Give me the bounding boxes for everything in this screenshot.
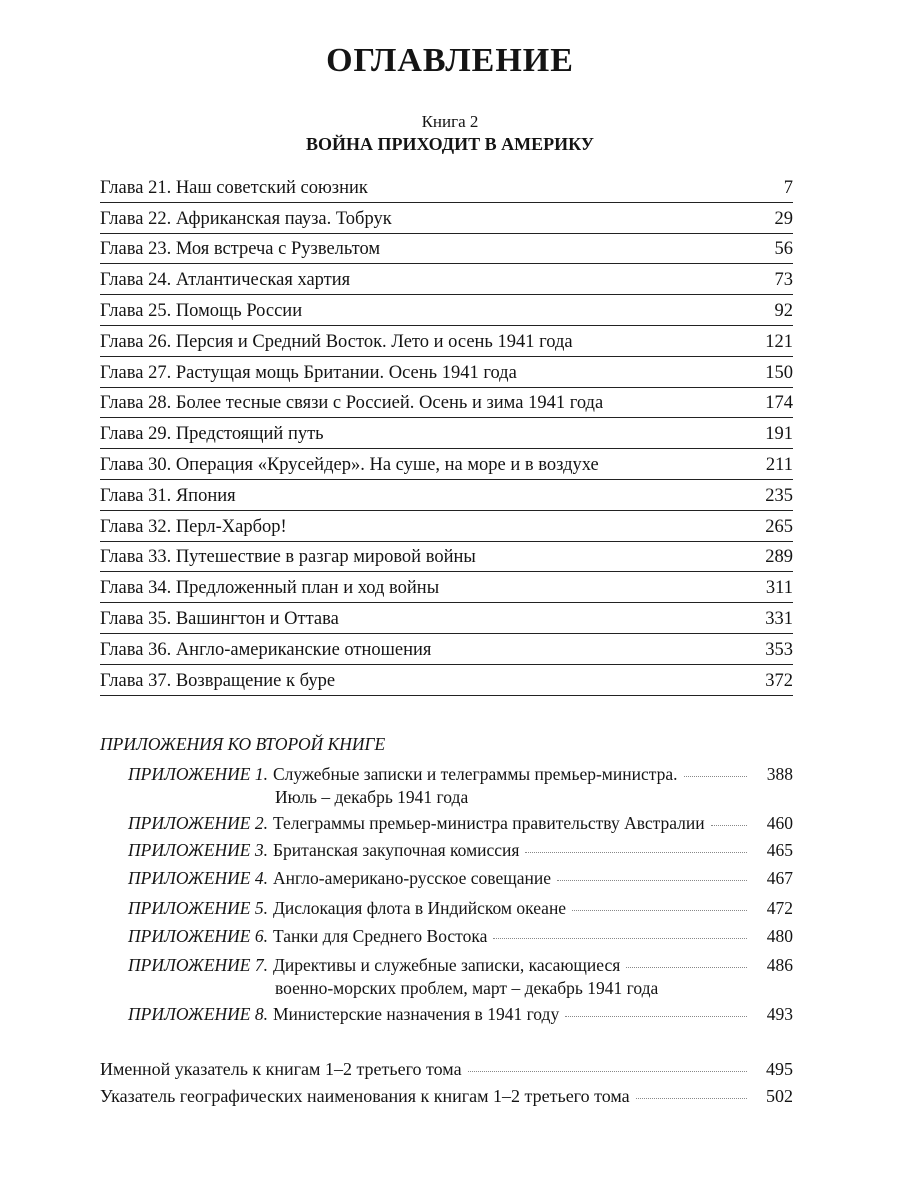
chapter-title: Глава 25. Помощь России [100, 300, 303, 321]
chapter-title: Глава 32. Перл-Харбор! [100, 516, 287, 537]
appendix-label: ПРИЛОЖЕНИЕ 8. [128, 1004, 268, 1024]
chapter-row[interactable] [100, 264, 793, 295]
appendix-title: Англо-американо-русское совещание [272, 868, 551, 888]
chapter-page: 211 [765, 454, 793, 475]
chapter-title: Глава 35. Вашингтон и Оттава [100, 608, 339, 629]
appendix-title: Британская закупочная комиссия [272, 840, 520, 860]
chapter-row[interactable] [100, 357, 793, 388]
chapter-row[interactable] [100, 665, 793, 696]
chapter-row[interactable] [100, 572, 793, 603]
chapter-page: 372 [765, 670, 793, 691]
chapter-row[interactable] [100, 480, 793, 511]
appendix-label: ПРИЛОЖЕНИЕ 5. [128, 898, 268, 918]
appendix-entry[interactable] [128, 955, 793, 999]
chapter-page: 121 [765, 331, 793, 352]
appendix-entry[interactable] [128, 813, 793, 834]
dot-leader [525, 852, 747, 853]
appendix-title: Министерские назначения в 1941 году [272, 1004, 560, 1024]
appendix-page: 486 [766, 955, 793, 975]
appendix-entry[interactable] [128, 1004, 793, 1025]
dot-leader [636, 1098, 747, 1099]
dot-leader [468, 1071, 747, 1072]
chapter-page: 7 [783, 177, 793, 198]
chapter-row[interactable] [100, 234, 793, 265]
appendix-title: Танки для Среднего Востока [272, 926, 488, 946]
appendix-page: 465 [766, 840, 793, 860]
chapter-title: Глава 24. Атлантическая хартия [100, 270, 351, 291]
appendix-title: Служебные записки и телеграммы премьер-министра. [272, 764, 678, 784]
appendix-label: ПРИЛОЖЕНИЕ 6. [128, 926, 268, 946]
appendix-title: Дислокация флота в Индийском океане [272, 898, 567, 918]
chapter-row[interactable] [100, 418, 793, 449]
chapter-row[interactable] [100, 634, 793, 665]
appendix-title-continuation: Июль – декабрь 1941 года [275, 787, 469, 807]
chapter-page: 174 [765, 393, 793, 414]
chapter-row[interactable] [100, 203, 793, 234]
chapter-page: 73 [774, 270, 793, 291]
index-entry[interactable] [100, 1059, 793, 1080]
appendix-entry[interactable] [128, 764, 793, 808]
chapter-title: Глава 34. Предложенный план и ход войны [100, 578, 440, 599]
chapter-row[interactable] [100, 388, 793, 419]
appendices-heading: ПРИЛОЖЕНИЯ КО ВТОРОЙ КНИГЕ [100, 734, 386, 754]
appendix-label: ПРИЛОЖЕНИЕ 7. [128, 955, 268, 975]
page-title: ОГЛАВЛЕНИЕ [326, 42, 574, 79]
dot-leader [493, 938, 747, 939]
index-page: 495 [766, 1059, 793, 1079]
appendix-entry[interactable] [128, 898, 793, 919]
appendix-title: Директивы и служебные записки, касающиеся [272, 955, 621, 975]
chapter-row[interactable] [100, 511, 793, 542]
chapter-page: 265 [765, 516, 793, 537]
chapter-title: Глава 27. Растущая мощь Британии. Осень 1941 года [100, 362, 517, 383]
chapter-title: Глава 30. Операция «Крусейдер». На суше, на море и в воздухе [100, 454, 599, 475]
chapter-page: 56 [774, 239, 793, 260]
chapter-title: Глава 23. Моя встреча с Рузвельтом [100, 239, 381, 260]
chapter-title: Глава 37. Возвращение к буре [100, 670, 336, 691]
chapter-row[interactable] [100, 172, 793, 203]
appendix-page: 388 [766, 764, 793, 784]
chapter-title: Глава 28. Более тесные связи с Россией. Осень и зима 1941 года [100, 393, 604, 414]
index-title: Указатель географических наименования к книгам 1–2 третьего тома [100, 1086, 630, 1106]
index-title: Именной указатель к книгам 1–2 третьего тома [100, 1059, 462, 1079]
dot-leader [626, 967, 747, 968]
chapter-page: 331 [765, 608, 793, 629]
index-page: 502 [766, 1086, 793, 1106]
appendix-title-continuation: военно-морских проблем, март – декабрь 1941 года [275, 978, 659, 998]
chapter-title: Глава 21. Наш советский союзник [100, 177, 368, 198]
book-subtitle: ВОЙНА ПРИХОДИТ В АМЕРИКУ [306, 134, 594, 154]
chapter-title: Глава 29. Предстоящий путь [100, 424, 324, 445]
chapter-title: Глава 26. Персия и Средний Восток. Лето и осень 1941 года [100, 331, 573, 352]
appendix-label: ПРИЛОЖЕНИЕ 3. [128, 840, 268, 860]
appendix-entry[interactable] [128, 840, 793, 861]
chapter-page: 191 [765, 424, 793, 445]
appendix-title: Телеграммы премьер-министра правительству Австралии [272, 813, 705, 833]
appendix-page: 472 [766, 898, 793, 918]
appendix-page: 460 [766, 813, 793, 833]
chapter-page: 311 [765, 578, 793, 599]
chapter-row[interactable] [100, 295, 793, 326]
dot-leader [572, 910, 747, 911]
chapter-title: Глава 33. Путешествие в разгар мировой войны [100, 547, 476, 568]
appendix-page: 480 [766, 926, 793, 946]
appendix-label: ПРИЛОЖЕНИЕ 4. [128, 868, 268, 888]
chapter-title: Глава 36. Англо-американские отношения [100, 639, 432, 660]
chapter-page: 353 [765, 639, 793, 660]
chapter-row[interactable] [100, 542, 793, 573]
chapter-title: Глава 22. Африканская пауза. Тобрук [100, 208, 392, 229]
chapter-page: 235 [765, 485, 793, 506]
appendix-page: 493 [766, 1004, 793, 1024]
appendix-label: ПРИЛОЖЕНИЕ 2. [128, 813, 268, 833]
chapter-title: Глава 31. Япония [100, 485, 236, 506]
chapter-row[interactable] [100, 449, 793, 480]
chapter-list [100, 172, 793, 696]
chapter-page: 92 [774, 300, 793, 321]
index-entry[interactable] [100, 1086, 793, 1107]
dot-leader [711, 825, 747, 826]
chapter-page: 29 [774, 208, 793, 229]
appendix-page: 467 [766, 868, 793, 888]
chapter-row[interactable] [100, 326, 793, 357]
appendix-entry[interactable] [128, 926, 793, 947]
chapter-row[interactable] [100, 603, 793, 634]
dot-leader [557, 880, 747, 881]
dot-leader [684, 776, 747, 777]
appendix-label: ПРИЛОЖЕНИЕ 1. [128, 764, 268, 784]
chapter-page: 289 [765, 547, 793, 568]
dot-leader [565, 1016, 747, 1017]
appendix-entry[interactable] [128, 868, 793, 889]
chapter-page: 150 [765, 362, 793, 383]
book-number: Книга 2 [421, 112, 479, 131]
